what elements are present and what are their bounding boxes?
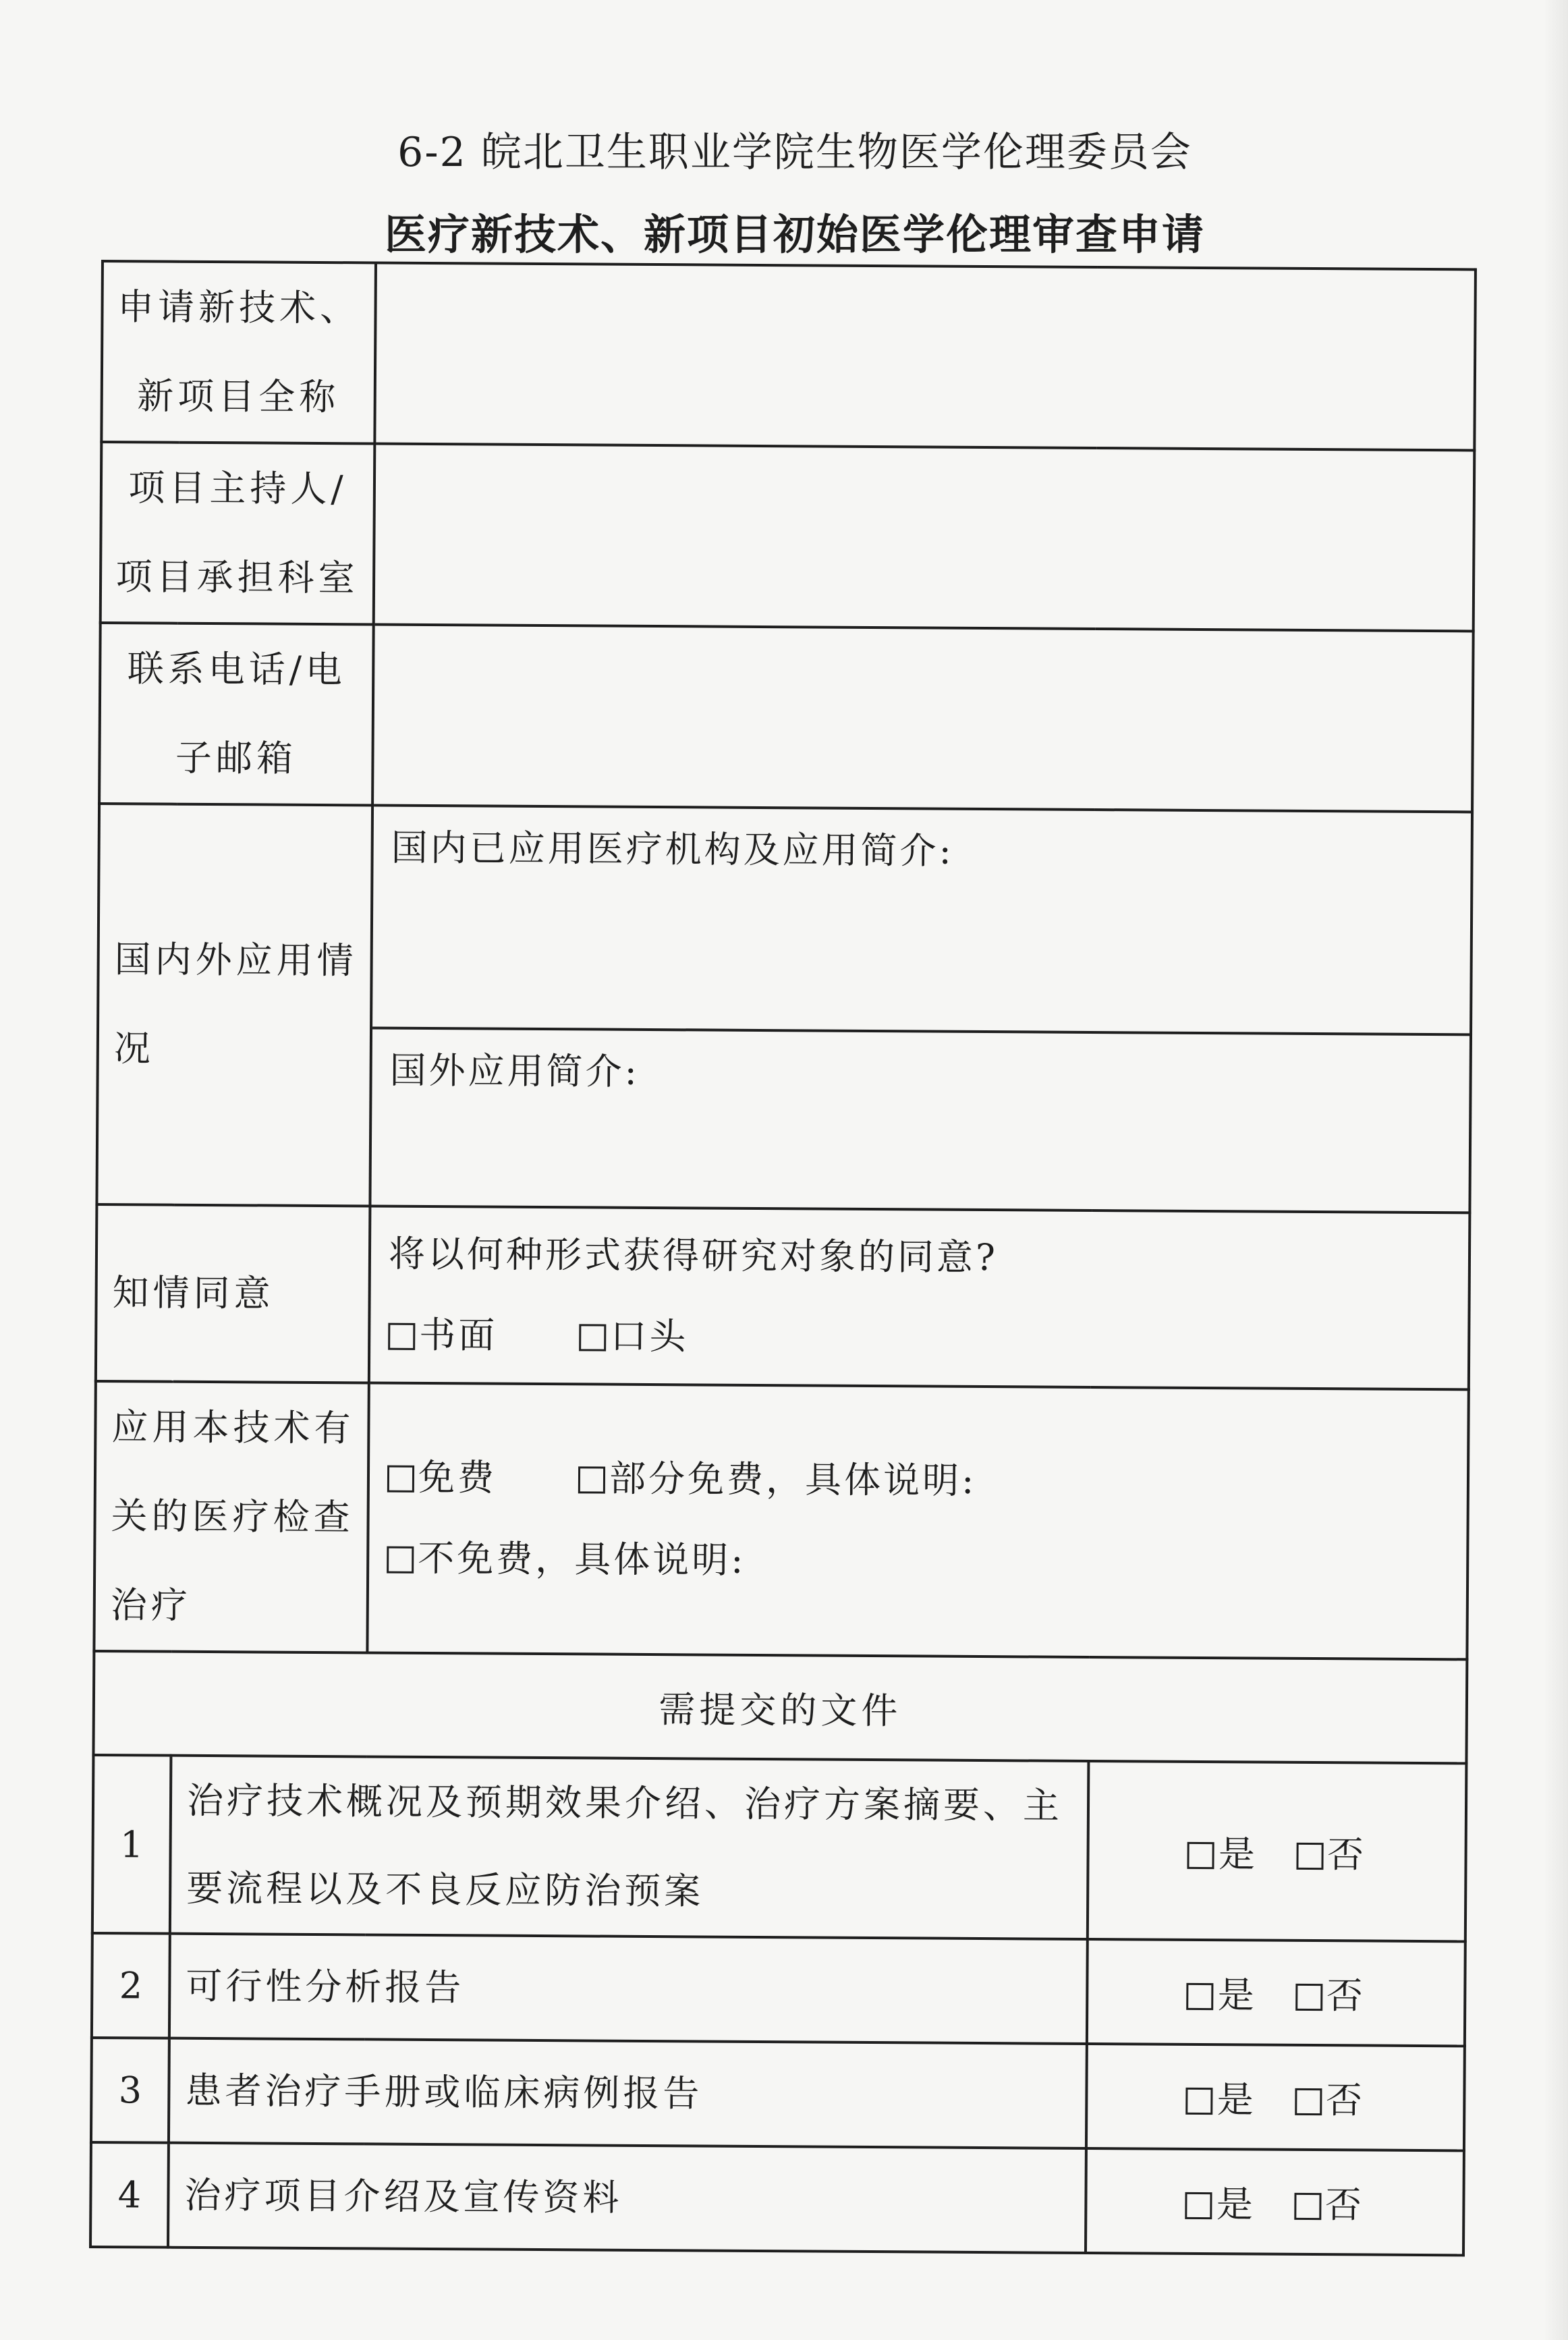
document-description: 治疗项目介绍及宣传资料 [168,2143,1086,2253]
document-number: 3 [91,2038,169,2143]
document-3-yes-option[interactable]: 是 [1186,2071,1256,2123]
informed-consent-label: 知情同意 [96,1204,370,1383]
document-1-yes-no [1088,1761,1467,1941]
application-table [89,260,1477,2256]
application-status-label: 国内外应用情 况 [96,804,372,1206]
document-1-yes-option[interactable]: 是 [1187,1824,1258,1877]
committee-title: 6-2 皖北卫生职业学院生物医学伦理委员会 [397,129,1192,176]
document-row-4 [90,2142,1464,2255]
written-checkbox[interactable] [388,1323,415,1350]
document-2-yes-no [1087,1939,1465,2046]
application-status-field [370,805,1472,1213]
yes-checkbox[interactable] [1186,2088,1213,2115]
row-project-leader [101,442,1475,631]
consent-oral-option[interactable]: 口头 [579,1296,689,1377]
document-4-yes-no [1086,2148,1464,2255]
fee-label: 应用本技术有 关的医疗检查 治疗 [94,1381,368,1652]
no-checkbox[interactable] [1294,2193,1321,2220]
document-description: 治疗技术概况及预期效果介绍、治疗方案摘要、主 要流程以及不良反应防治预案 [170,1756,1089,1939]
oral-checkbox[interactable] [579,1324,606,1351]
fee-free-option[interactable]: 免费 [387,1437,497,1519]
document-4-yes-option[interactable]: 是 [1185,2175,1256,2228]
document-row-1 [92,1755,1467,1941]
fee-none-option[interactable]: 不免费，具体说明: [387,1537,746,1582]
project-name-field[interactable] [374,262,1476,450]
no-checkbox[interactable] [1296,1842,1323,1869]
fee-partial-option[interactable]: 部分免费，具体说明: [578,1457,977,1502]
document-3-yes-no [1086,2044,1465,2150]
contact-label: 联系电话/电 子邮箱 [99,623,374,805]
row-contact [99,623,1474,812]
document-3-no-option[interactable]: 否 [1295,2071,1365,2124]
row-documents-heading [93,1651,1467,1763]
document-number: 2 [92,1933,170,2038]
no-checkbox[interactable] [1295,1984,1322,2011]
contact-field[interactable] [372,624,1474,812]
row-informed-consent [96,1204,1470,1389]
foreign-application-field[interactable]: 国外应用简介: [389,1049,640,1093]
fee-free-checkbox[interactable] [387,1466,414,1493]
yes-checkbox[interactable] [1187,1983,1214,2010]
no-checkbox[interactable] [1295,2088,1322,2115]
row-fee [94,1381,1468,1659]
row-project-name [101,261,1476,450]
form-title: 医疗新技术、新项目初始医学伦理审查申请 [384,210,1205,259]
document-2-yes-option[interactable]: 是 [1187,1966,1257,2019]
document-4-no-option[interactable]: 否 [1294,2176,1364,2229]
yes-checkbox[interactable] [1187,1841,1214,1868]
project-name-label: 申请新技术、 新项目全称 [101,261,376,443]
document-2-no-option[interactable]: 否 [1295,1967,1366,2019]
informed-consent-field [369,1206,1470,1389]
document-number: 1 [92,1755,171,1934]
consent-written-option[interactable]: 书面 [388,1295,498,1376]
fee-field [367,1383,1468,1659]
document-number: 4 [90,2142,169,2248]
project-leader-field[interactable] [374,443,1475,631]
documents-heading: 需提交的文件 [93,1651,1467,1763]
row-application-status [96,804,1472,1213]
consent-question: 将以何种形式获得研究对象的同意? [388,1232,999,1279]
document-description: 患者治疗手册或临床病例报告 [169,2038,1087,2148]
document-row-2 [92,1933,1465,2046]
document-row-3 [91,2038,1465,2150]
domestic-application-field[interactable]: 国内已应用医疗机构及应用简介: [372,806,1471,1036]
document-description: 可行性分析报告 [169,1934,1088,2044]
fee-none-checkbox[interactable] [387,1547,414,1573]
fee-partial-checkbox[interactable] [578,1466,605,1493]
project-leader-label: 项目主持人/ 项目承担科室 [101,442,375,624]
document-1-no-option[interactable]: 否 [1296,1825,1366,1878]
yes-checkbox[interactable] [1185,2192,1212,2219]
